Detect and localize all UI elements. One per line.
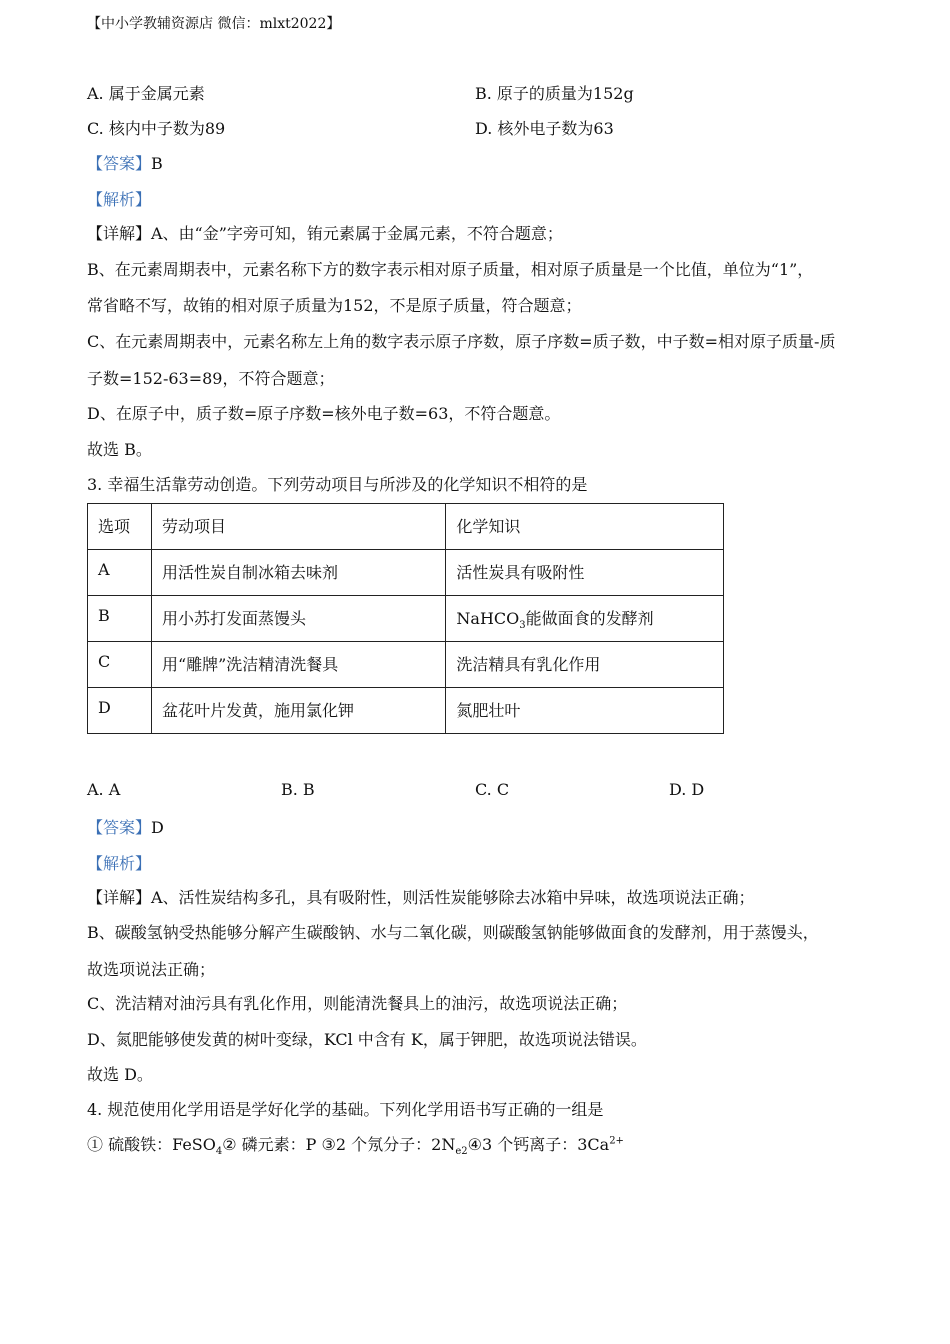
- q4-item-2-subscript: e2: [455, 1146, 468, 1158]
- formula-subscript: 3: [519, 620, 526, 632]
- q3-option-b: B. B: [281, 780, 315, 799]
- q2-option-d: D. 核外电子数为63: [475, 119, 614, 138]
- q3-conclusion: 故选 D。: [87, 1065, 153, 1084]
- answer-tag: 【答案】: [87, 154, 152, 173]
- q2-explain-line: B、在元素周期表中，元素名称下方的数字表示相对原子质量，相对原子质量是一个比值，单位为“1”，: [87, 260, 814, 279]
- table-cell: D: [88, 688, 152, 734]
- page-header: 【中小学教辅资源店 微信：mlxt2022】: [87, 16, 341, 32]
- q3-analysis-tag: 【解析】: [87, 854, 152, 873]
- table-row: [88, 596, 724, 642]
- q3-option-d: D. D: [669, 780, 705, 799]
- q3-answer: [87, 815, 164, 838]
- table-cell: 用活性炭自制冰箱去味剂: [151, 550, 445, 596]
- q3-explain-line: B、碳酸氢钠受热能够分解产生碳酸钠、水与二氧化碳，则碳酸氢钠能够做面食的发酵剂，用于蒸馒头，: [87, 923, 819, 942]
- formula: NaHCO: [456, 609, 520, 628]
- q4-item-3: ④3 个钙离子：3Ca: [467, 1135, 610, 1154]
- table-header-row: [88, 504, 724, 550]
- q4-stem: 4. 规范使用化学用语是学好化学的基础。下列化学用语书写正确的一组是: [87, 1100, 604, 1119]
- q2-explain-line: C、在元素周期表中，元素名称左上角的数字表示原子序数，原子序数=质子数，中子数=相对原子质量-质: [87, 332, 836, 351]
- q3-table: [87, 503, 724, 734]
- q2-explain-line: 子数=152-63=89，不符合题意；: [87, 369, 335, 388]
- q2-explain-line: D、在原子中，质子数=原子序数=核外电子数=63，不符合题意。: [87, 404, 561, 423]
- q3-option-a: A. A: [87, 780, 121, 799]
- q3-option-c: C. C: [475, 780, 510, 799]
- table-cell: 用小苏打发面蒸馒头: [151, 596, 445, 642]
- q3-explain-line: C、洗洁精对油污具有乳化作用，则能清洗餐具上的油污，故选项说法正确；: [87, 994, 628, 1013]
- q3-explain-line: 故选项说法正确；: [87, 960, 216, 979]
- table-row: [88, 642, 724, 688]
- q4-item-1: ① 硫酸铁：FeSO: [87, 1135, 216, 1154]
- answer-value: B: [151, 154, 163, 173]
- q2-explain-line: 常省略不写，故铕的相对原子质量为152，不是原子质量，符合题意；: [87, 296, 582, 315]
- table-cell: B: [88, 596, 152, 642]
- table-header: 化学知识: [446, 504, 724, 550]
- q3-stem: 3. 幸福生活靠劳动创造。下列劳动项目与所涉及的化学知识不相符的是: [87, 475, 588, 494]
- table-header: 选项: [88, 504, 152, 550]
- table-cell: 洗洁精具有乳化作用: [446, 642, 724, 688]
- formula-text: 能做面食的发酵剂: [525, 609, 654, 628]
- q2-analysis-tag: 【解析】: [87, 190, 152, 209]
- q3-explain-line: D、氮肥能够使发黄的树叶变绿，KCl 中含有 K，属于钾肥，故选项说法错误。: [87, 1030, 647, 1049]
- q4-item-1-subscript: 4: [215, 1146, 223, 1158]
- table-cell: C: [88, 642, 152, 688]
- table-cell: 用“雕牌”洗洁精清洗餐具: [151, 642, 445, 688]
- q2-answer: [87, 151, 163, 174]
- table-cell: 氮肥壮叶: [446, 688, 724, 734]
- table-cell: A: [88, 550, 152, 596]
- table-cell: 活性炭具有吸附性: [446, 550, 724, 596]
- q2-option-b: B. 原子的质量为152g: [475, 84, 634, 103]
- q2-conclusion: 故选 B。: [87, 440, 152, 459]
- answer-tag: 【答案】: [87, 818, 152, 837]
- table-row: [88, 688, 724, 734]
- q4-item-3-superscript: 2+: [609, 1135, 624, 1147]
- table-row: [88, 550, 724, 596]
- answer-value: D: [151, 818, 164, 837]
- q2-option-c: C. 核内中子数为89: [87, 119, 226, 138]
- q4-item-2: ② 磷元素：P ③2 个氖分子：2N: [222, 1135, 456, 1154]
- table-cell-formula: [446, 596, 724, 642]
- q4-items: [87, 1132, 624, 1157]
- table-cell: 盆花叶片发黄，施用氯化钾: [151, 688, 445, 734]
- q2-explain-line: 【详解】A、由“金”字旁可知，铕元素属于金属元素，不符合题意；: [87, 224, 563, 243]
- q3-explain-line: 【详解】A、活性炭结构多孔，具有吸附性，则活性炭能够除去冰箱中异味，故选项说法正确；: [87, 888, 755, 907]
- q2-option-a: A. 属于金属元素: [87, 84, 205, 103]
- table-header: 劳动项目: [151, 504, 445, 550]
